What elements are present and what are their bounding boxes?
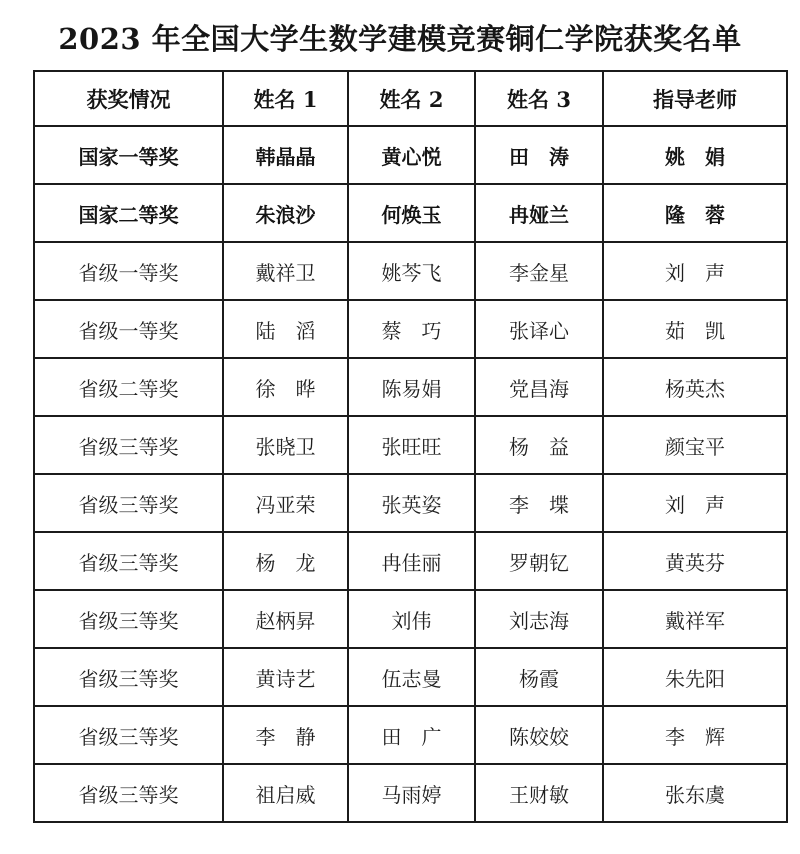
- name2-cell: 陈易娟: [348, 358, 475, 416]
- award-cell: 省级三等奖: [34, 706, 223, 764]
- column-header: 姓名 1: [223, 71, 348, 126]
- award-cell: 省级三等奖: [34, 474, 223, 532]
- award-cell: 省级一等奖: [34, 300, 223, 358]
- awards-table: [33, 70, 788, 823]
- table-row: [34, 590, 787, 648]
- name1-cell: 徐 晔: [223, 358, 348, 416]
- name3-cell: 党昌海: [475, 358, 603, 416]
- name1-cell: 杨 龙: [223, 532, 348, 590]
- name3-cell: 刘志海: [475, 590, 603, 648]
- table-row: [34, 358, 787, 416]
- table-row: [34, 126, 787, 184]
- table-row: [34, 532, 787, 590]
- name2-cell: 张英姿: [348, 474, 475, 532]
- name2-cell: 张旺旺: [348, 416, 475, 474]
- advisor-cell: 黄英芬: [603, 532, 787, 590]
- name3-cell: 李 堞: [475, 474, 603, 532]
- table-row: [34, 764, 787, 822]
- advisor-cell: 张东虞: [603, 764, 787, 822]
- advisor-cell: 戴祥军: [603, 590, 787, 648]
- table-row: [34, 242, 787, 300]
- name3-cell: 罗朝钇: [475, 532, 603, 590]
- name2-cell: 冉佳丽: [348, 532, 475, 590]
- column-header: 指导老师: [603, 71, 787, 126]
- award-cell: 省级三等奖: [34, 532, 223, 590]
- name2-cell: 刘伟: [348, 590, 475, 648]
- table-row: [34, 300, 787, 358]
- table-row: [34, 184, 787, 242]
- name1-cell: 韩晶晶: [223, 126, 348, 184]
- name2-cell: 伍志曼: [348, 648, 475, 706]
- name1-cell: 陆 滔: [223, 300, 348, 358]
- advisor-cell: 刘 声: [603, 474, 787, 532]
- advisor-cell: 李 辉: [603, 706, 787, 764]
- name2-cell: 蔡 巧: [348, 300, 475, 358]
- name1-cell: 黄诗艺: [223, 648, 348, 706]
- name2-cell: 何焕玉: [348, 184, 475, 242]
- award-cell: 省级二等奖: [34, 358, 223, 416]
- award-cell: 省级三等奖: [34, 764, 223, 822]
- advisor-cell: 朱先阳: [603, 648, 787, 706]
- table-header-row: [34, 71, 787, 126]
- award-cell: 省级三等奖: [34, 416, 223, 474]
- column-header: 获奖情况: [34, 71, 223, 126]
- name3-cell: 冉娅兰: [475, 184, 603, 242]
- table-row: [34, 648, 787, 706]
- table-row: [34, 416, 787, 474]
- award-cell: 国家二等奖: [34, 184, 223, 242]
- advisor-cell: 姚 娟: [603, 126, 787, 184]
- name3-cell: 张译心: [475, 300, 603, 358]
- page-title: 2023 年全国大学生数学建模竞赛铜仁学院获奖名单: [58, 22, 742, 56]
- award-cell: 省级三等奖: [34, 648, 223, 706]
- name1-cell: 李 静: [223, 706, 348, 764]
- name3-cell: 陈姣姣: [475, 706, 603, 764]
- table-row: [34, 474, 787, 532]
- name2-cell: 马雨婷: [348, 764, 475, 822]
- award-cell: 国家一等奖: [34, 126, 223, 184]
- name2-cell: 黄心悦: [348, 126, 475, 184]
- table-row: [34, 706, 787, 764]
- advisor-cell: 杨英杰: [603, 358, 787, 416]
- advisor-cell: 隆 蓉: [603, 184, 787, 242]
- name1-cell: 祖启威: [223, 764, 348, 822]
- name3-cell: 田 涛: [475, 126, 603, 184]
- name1-cell: 赵柄昇: [223, 590, 348, 648]
- name3-cell: 杨 益: [475, 416, 603, 474]
- advisor-cell: 茹 凯: [603, 300, 787, 358]
- name2-cell: 姚芩飞: [348, 242, 475, 300]
- name1-cell: 张晓卫: [223, 416, 348, 474]
- column-header: 姓名 2: [348, 71, 475, 126]
- name1-cell: 冯亚荣: [223, 474, 348, 532]
- name1-cell: 朱浪沙: [223, 184, 348, 242]
- name3-cell: 李金星: [475, 242, 603, 300]
- advisor-cell: 刘 声: [603, 242, 787, 300]
- award-cell: 省级三等奖: [34, 590, 223, 648]
- award-cell: 省级一等奖: [34, 242, 223, 300]
- column-header: 姓名 3: [475, 71, 603, 126]
- advisor-cell: 颜宝平: [603, 416, 787, 474]
- name3-cell: 王财敏: [475, 764, 603, 822]
- name1-cell: 戴祥卫: [223, 242, 348, 300]
- name2-cell: 田 广: [348, 706, 475, 764]
- name3-cell: 杨霞: [475, 648, 603, 706]
